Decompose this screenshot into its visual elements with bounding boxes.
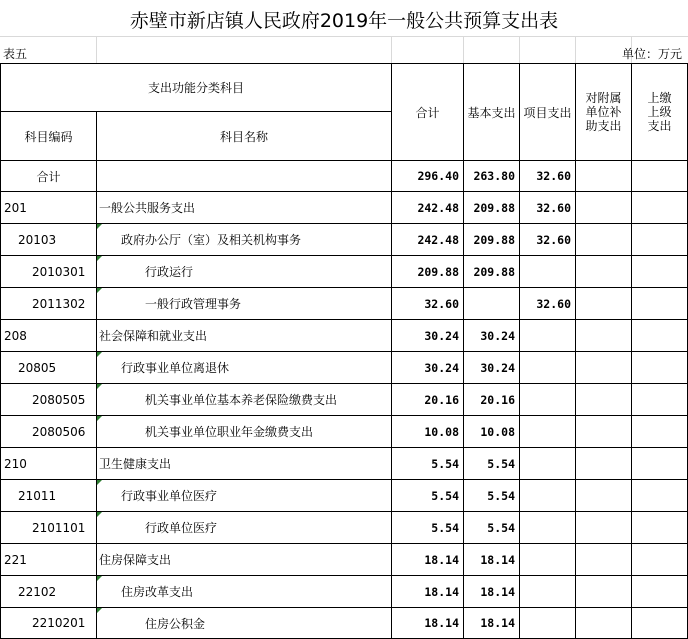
subject-name-text: 一般行政管理事务 [145, 297, 242, 311]
table-row [1, 320, 688, 352]
subject-code: 2101101 [1, 512, 97, 544]
value-basic: 10.08 [464, 416, 520, 448]
value-project [520, 256, 576, 288]
value-subsidy [576, 608, 632, 639]
value-basic: 30.24 [464, 352, 520, 384]
value-project [520, 352, 576, 384]
subject-code: 2010301 [1, 256, 97, 288]
subject-name [97, 224, 392, 256]
value-basic: 18.14 [464, 576, 520, 608]
subject-code: 208 [1, 320, 97, 352]
subject-code: 2210201 [1, 608, 97, 639]
table-row [1, 192, 688, 224]
value-subsidy [576, 320, 632, 352]
total-upper [632, 161, 688, 192]
value-total: 18.14 [392, 608, 464, 639]
value-subsidy [576, 224, 632, 256]
value-upper [632, 288, 688, 320]
table-row [1, 224, 688, 256]
value-total: 32.60 [392, 288, 464, 320]
sheet-gridline [96, 36, 97, 64]
table-row [1, 384, 688, 416]
value-project: 32.60 [520, 192, 576, 224]
header-subsidy: 对附属单位补助支出 [576, 64, 632, 161]
value-upper [632, 192, 688, 224]
subject-code: 2080506 [1, 416, 97, 448]
subject-code: 20805 [1, 352, 97, 384]
value-subsidy [576, 480, 632, 512]
subject-name-text: 机关事业单位基本养老保险缴费支出 [145, 393, 338, 407]
unit-label: 单位：万元 [621, 47, 682, 61]
total-subsidy [576, 161, 632, 192]
subject-name-text: 行政运行 [145, 265, 194, 279]
value-subsidy [576, 448, 632, 480]
subject-name [97, 544, 392, 576]
table-row [1, 480, 688, 512]
total-basic: 263.80 [464, 161, 520, 192]
value-total: 5.54 [392, 448, 464, 480]
total-row [1, 161, 688, 192]
total-name-cell [97, 161, 392, 192]
value-project [520, 608, 576, 639]
table-number: 表五 [3, 47, 28, 61]
table-row [1, 576, 688, 608]
value-upper [632, 448, 688, 480]
value-upper [632, 256, 688, 288]
value-upper [632, 512, 688, 544]
subject-name-text: 住房保障支出 [99, 553, 172, 567]
sheet-gridline [0, 36, 688, 37]
subject-code: 20103 [1, 224, 97, 256]
subject-name-text: 行政单位医疗 [145, 521, 218, 535]
subject-name-text: 住房改革支出 [121, 585, 194, 599]
value-total: 242.48 [392, 224, 464, 256]
value-project [520, 576, 576, 608]
cell-marker-icon [97, 576, 102, 581]
value-project [520, 480, 576, 512]
value-project [520, 512, 576, 544]
subject-name-text: 社会保障和就业支出 [99, 329, 208, 343]
table-row [1, 352, 688, 384]
subject-name-text: 行政事业单位离退休 [121, 361, 230, 375]
subject-name [97, 352, 392, 384]
header-name: 科目名称 [97, 112, 392, 161]
value-basic: 18.14 [464, 544, 520, 576]
subject-name-text: 住房公积金 [145, 616, 206, 631]
table-row [1, 288, 688, 320]
value-subsidy [576, 416, 632, 448]
report-title: 赤壁市新店镇人民政府2019年一般公共预算支出表 [129, 9, 559, 32]
value-total: 10.08 [392, 416, 464, 448]
value-basic: 30.24 [464, 320, 520, 352]
header-project: 项目支出 [520, 64, 576, 161]
value-upper [632, 608, 688, 639]
subject-name [97, 256, 392, 288]
cell-marker-icon [97, 352, 102, 357]
value-project [520, 384, 576, 416]
table-row [1, 544, 688, 576]
value-project [520, 448, 576, 480]
cell-marker-icon [97, 288, 102, 293]
subject-name [97, 288, 392, 320]
value-basic: 209.88 [464, 192, 520, 224]
subject-name-text: 机关事业单位职业年金缴费支出 [145, 425, 314, 439]
value-project [520, 544, 576, 576]
value-upper [632, 416, 688, 448]
table-row [1, 608, 688, 639]
value-basic: 209.88 [464, 256, 520, 288]
total-project: 32.60 [520, 161, 576, 192]
subject-name-text: 政府办公厅（室）及相关机构事务 [121, 233, 302, 247]
cell-marker-icon [97, 416, 102, 421]
value-basic: 209.88 [464, 224, 520, 256]
header-total: 合计 [392, 64, 464, 161]
value-project: 32.60 [520, 224, 576, 256]
value-basic: 20.16 [464, 384, 520, 416]
value-subsidy [576, 256, 632, 288]
header-upper: 上缴上级支出 [632, 64, 688, 161]
value-upper [632, 224, 688, 256]
table-row [1, 448, 688, 480]
value-project [520, 416, 576, 448]
subject-code: 22102 [1, 576, 97, 608]
subject-name-text: 卫生健康支出 [99, 457, 172, 471]
cell-marker-icon [97, 608, 102, 613]
value-basic: 5.54 [464, 448, 520, 480]
value-total: 30.24 [392, 352, 464, 384]
subject-name [97, 320, 392, 352]
value-total: 30.24 [392, 320, 464, 352]
total-label: 合计 [1, 161, 97, 192]
value-upper [632, 544, 688, 576]
value-project [520, 320, 576, 352]
value-upper [632, 384, 688, 416]
cell-marker-icon [97, 512, 102, 517]
budget-table [0, 63, 688, 639]
value-upper [632, 352, 688, 384]
value-subsidy [576, 544, 632, 576]
cell-marker-icon [97, 480, 102, 485]
value-upper [632, 320, 688, 352]
value-total: 18.14 [392, 544, 464, 576]
value-basic: 18.14 [464, 608, 520, 639]
value-total: 18.14 [392, 576, 464, 608]
value-total: 5.54 [392, 512, 464, 544]
subject-code: 210 [1, 448, 97, 480]
table-row [1, 416, 688, 448]
subject-name [97, 416, 392, 448]
subject-name [97, 192, 392, 224]
cell-marker-icon [97, 256, 102, 261]
value-subsidy [576, 352, 632, 384]
value-project: 32.60 [520, 288, 576, 320]
value-subsidy [576, 512, 632, 544]
cell-marker-icon [97, 224, 102, 229]
sheet-gridline [463, 36, 464, 64]
table-row [1, 512, 688, 544]
subject-name [97, 448, 392, 480]
sheet-gridline [575, 36, 576, 64]
value-basic: 5.54 [464, 480, 520, 512]
sheet-gridline [519, 36, 520, 64]
subject-name-text: 行政事业单位医疗 [121, 489, 218, 503]
value-subsidy [576, 576, 632, 608]
subject-name [97, 384, 392, 416]
subject-code: 21011 [1, 480, 97, 512]
value-basic [464, 288, 520, 320]
value-basic: 5.54 [464, 512, 520, 544]
value-total: 5.54 [392, 480, 464, 512]
value-total: 242.48 [392, 192, 464, 224]
subject-name [97, 512, 392, 544]
cell-marker-icon [97, 384, 102, 389]
header-category: 支出功能分类科目 [1, 64, 392, 112]
total-sum: 296.40 [392, 161, 464, 192]
subject-code: 2080505 [1, 384, 97, 416]
value-subsidy [576, 288, 632, 320]
table-row [1, 256, 688, 288]
value-upper [632, 480, 688, 512]
subject-name [97, 480, 392, 512]
subject-code: 201 [1, 192, 97, 224]
value-total: 209.88 [392, 256, 464, 288]
subject-name [97, 576, 392, 608]
value-upper [632, 576, 688, 608]
value-subsidy [576, 192, 632, 224]
value-subsidy [576, 384, 632, 416]
subject-code: 221 [1, 544, 97, 576]
sheet-gridline [391, 36, 392, 64]
value-total: 20.16 [392, 384, 464, 416]
header-code: 科目编码 [1, 112, 97, 161]
subject-name [97, 608, 392, 639]
subject-code: 2011302 [1, 288, 97, 320]
header-basic: 基本支出 [464, 64, 520, 161]
subject-name-text: 一般公共服务支出 [99, 201, 196, 215]
